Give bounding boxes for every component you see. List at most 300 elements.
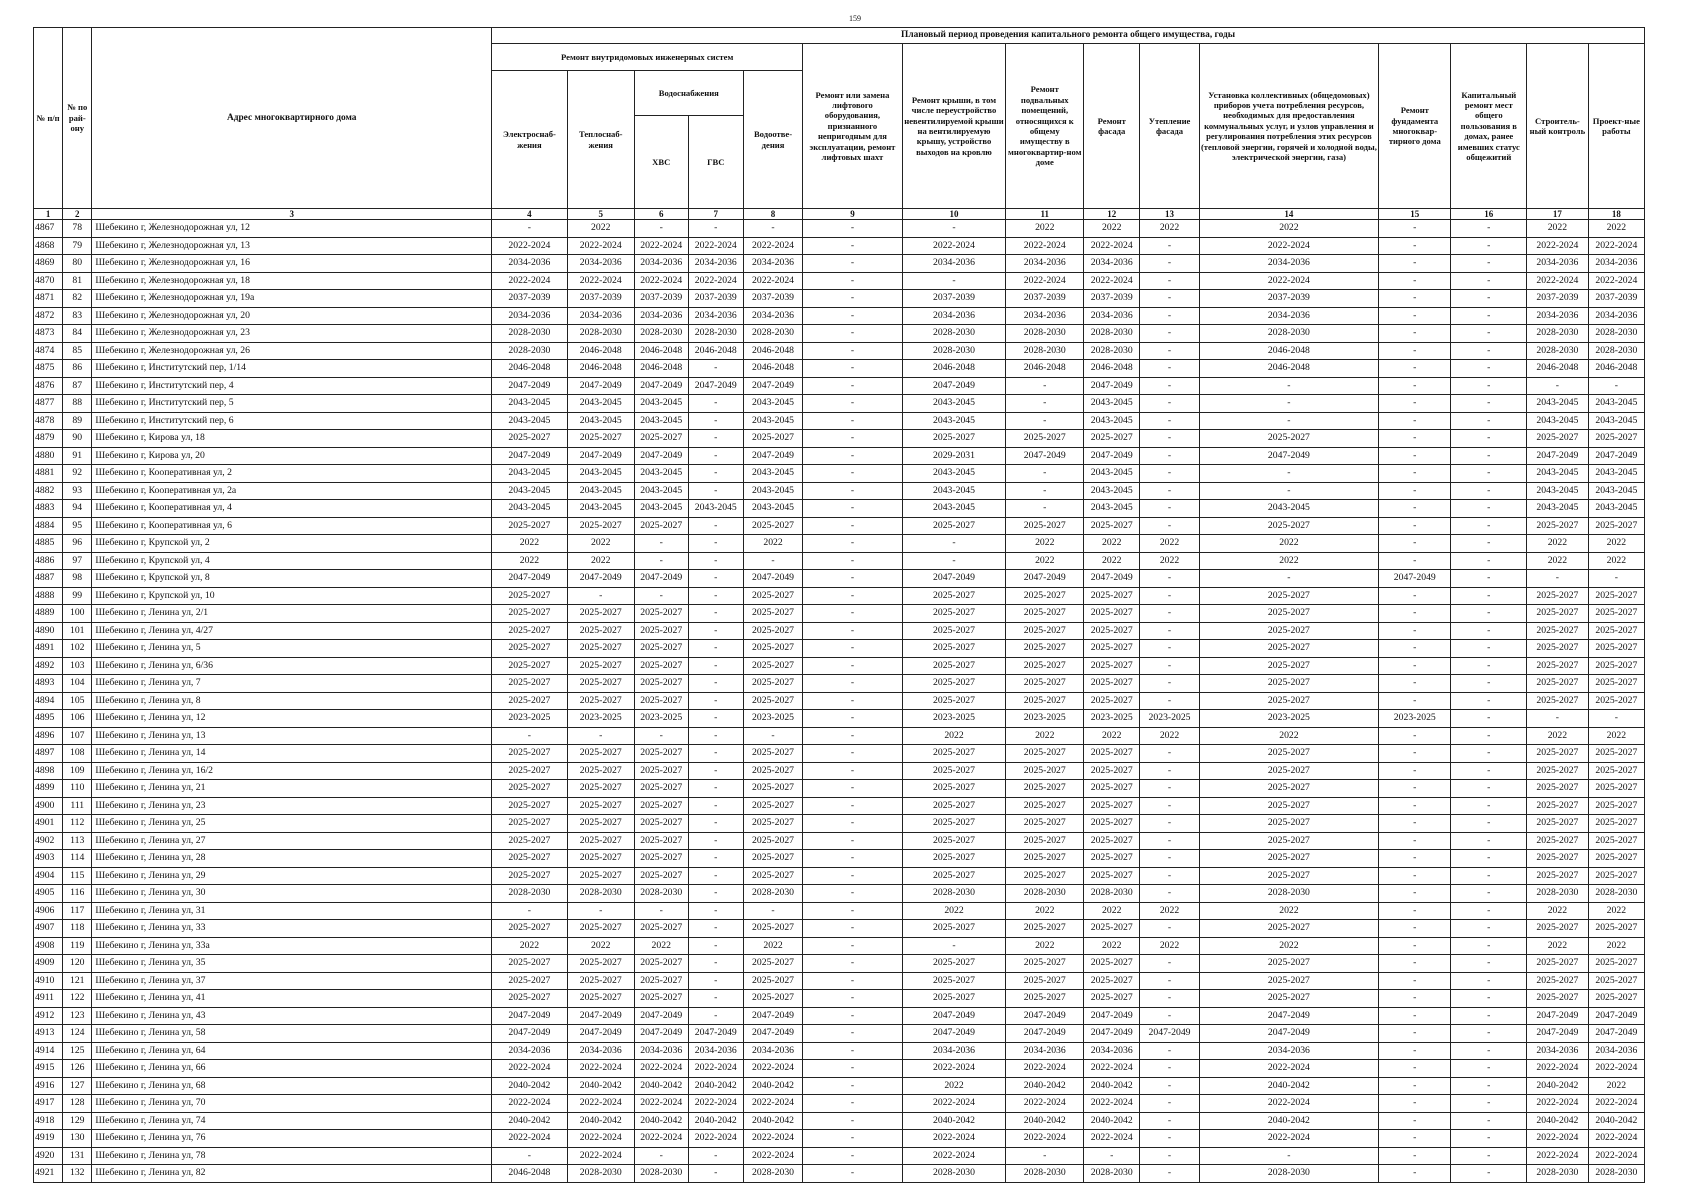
period-cell: 2022-2024 xyxy=(1006,272,1084,290)
period-cell: 2046-2048 xyxy=(1527,360,1589,378)
period-cell: 2047-2049 xyxy=(1199,1007,1378,1025)
table-row xyxy=(34,1025,1645,1043)
capital-repair-table xyxy=(33,27,1645,1183)
row-number-cell: 4878 xyxy=(34,412,63,430)
period-cell: - xyxy=(688,517,743,535)
period-cell: 2025-2027 xyxy=(1199,622,1378,640)
period-cell: 2047-2049 xyxy=(634,570,688,588)
header-design-works: Проект-ные работы xyxy=(1588,44,1644,209)
period-cell: - xyxy=(1006,482,1084,500)
period-cell: 2022 xyxy=(1006,902,1084,920)
period-cell: - xyxy=(1451,517,1527,535)
header-district-num: № по рай-ону xyxy=(63,28,92,209)
period-cell: 2040-2042 xyxy=(743,1112,802,1130)
period-cell: - xyxy=(803,797,902,815)
period-cell: 2043-2045 xyxy=(902,482,1006,500)
period-cell: - xyxy=(803,360,902,378)
period-cell: 2043-2045 xyxy=(567,412,634,430)
row-number-cell: 4887 xyxy=(34,570,63,588)
table-row xyxy=(34,395,1645,413)
period-cell: 2025-2027 xyxy=(902,762,1006,780)
capital-repair-schedule-sheet xyxy=(33,27,1645,1183)
period-cell: 2022-2024 xyxy=(567,272,634,290)
period-cell: 2022 xyxy=(1527,220,1589,238)
period-cell: - xyxy=(1379,675,1451,693)
period-cell: - xyxy=(1379,535,1451,553)
period-cell: 2023-2025 xyxy=(1006,710,1084,728)
period-cell: 2025-2027 xyxy=(1084,972,1140,990)
period-cell: 2034-2036 xyxy=(1199,1042,1378,1060)
period-cell: 2023-2025 xyxy=(492,710,568,728)
period-cell: 2025-2027 xyxy=(1084,622,1140,640)
period-cell: 2043-2045 xyxy=(743,500,802,518)
period-cell: - xyxy=(803,657,902,675)
period-cell: 2025-2027 xyxy=(743,745,802,763)
header-cold-water: ХВС xyxy=(634,116,688,209)
period-cell: 2025-2027 xyxy=(1527,797,1589,815)
period-cell: 2022-2024 xyxy=(902,1147,1006,1165)
period-cell: 2025-2027 xyxy=(1527,972,1589,990)
period-cell: 2025-2027 xyxy=(902,815,1006,833)
period-cell: 2025-2027 xyxy=(634,850,688,868)
period-cell: 2025-2027 xyxy=(1588,430,1644,448)
period-cell: 2025-2027 xyxy=(492,605,568,623)
period-cell: 2025-2027 xyxy=(1084,517,1140,535)
period-cell: 2028-2030 xyxy=(743,1165,802,1183)
period-cell: - xyxy=(1140,640,1199,658)
period-cell: - xyxy=(1451,482,1527,500)
period-cell: - xyxy=(1379,692,1451,710)
period-cell: 2025-2027 xyxy=(1084,675,1140,693)
district-number-cell: 109 xyxy=(63,762,92,780)
period-cell: 2040-2042 xyxy=(1527,1112,1589,1130)
period-cell: 2047-2049 xyxy=(1006,1007,1084,1025)
period-cell: 2034-2036 xyxy=(634,307,688,325)
table-row xyxy=(34,832,1645,850)
period-cell: 2034-2036 xyxy=(634,255,688,273)
period-cell: 2028-2030 xyxy=(634,1165,688,1183)
period-cell: 2022 xyxy=(743,937,802,955)
header-roof: Ремонт крыши, в том числе переустройство невентилируемой крыши на вентилируемую крышу, устройство выходов на кровлю xyxy=(902,44,1006,209)
period-cell: 2022 xyxy=(1006,727,1084,745)
column-number-cell: 8 xyxy=(743,209,802,220)
period-cell: - xyxy=(1379,220,1451,238)
period-cell: 2025-2027 xyxy=(1527,990,1589,1008)
period-cell: - xyxy=(803,640,902,658)
period-cell: - xyxy=(567,727,634,745)
period-cell: 2025-2027 xyxy=(1527,745,1589,763)
period-cell: 2047-2049 xyxy=(567,1007,634,1025)
period-cell: - xyxy=(1379,832,1451,850)
period-cell: 2037-2039 xyxy=(567,290,634,308)
period-cell: - xyxy=(1451,1077,1527,1095)
period-cell: - xyxy=(1140,657,1199,675)
period-cell: 2025-2027 xyxy=(634,745,688,763)
period-cell: 2040-2042 xyxy=(567,1112,634,1130)
period-cell: 2025-2027 xyxy=(902,640,1006,658)
period-cell: 2022-2024 xyxy=(743,272,802,290)
period-cell: 2022-2024 xyxy=(1588,1147,1644,1165)
period-cell: - xyxy=(1451,675,1527,693)
period-cell: - xyxy=(1451,1060,1527,1078)
address-cell: Шебекино г, Ленина ул, 41 xyxy=(92,990,492,1008)
period-cell: - xyxy=(803,832,902,850)
address-cell: Шебекино г, Ленина ул, 25 xyxy=(92,815,492,833)
period-cell: 2022-2024 xyxy=(567,1147,634,1165)
period-cell: - xyxy=(1379,377,1451,395)
period-cell: 2022-2024 xyxy=(567,1130,634,1148)
period-cell: - xyxy=(1140,762,1199,780)
period-cell: 2025-2027 xyxy=(1006,587,1084,605)
period-cell: 2025-2027 xyxy=(1588,815,1644,833)
period-cell: 2025-2027 xyxy=(1006,850,1084,868)
period-cell: - xyxy=(803,342,902,360)
table-row xyxy=(34,867,1645,885)
period-cell: 2022 xyxy=(902,727,1006,745)
period-cell: 2025-2027 xyxy=(1588,605,1644,623)
period-cell: - xyxy=(1451,815,1527,833)
period-cell: 2047-2049 xyxy=(492,377,568,395)
period-cell: - xyxy=(1006,377,1084,395)
period-cell: 2022 xyxy=(1588,220,1644,238)
period-cell: - xyxy=(1199,465,1378,483)
table-row xyxy=(34,307,1645,325)
address-cell: Шебекино г, Крупской ул, 2 xyxy=(92,535,492,553)
period-cell: 2034-2036 xyxy=(1527,255,1589,273)
address-cell: Шебекино г, Ленина ул, 58 xyxy=(92,1025,492,1043)
period-cell: 2046-2048 xyxy=(634,342,688,360)
table-row xyxy=(34,657,1645,675)
period-cell: - xyxy=(688,535,743,553)
period-cell: 2025-2027 xyxy=(1199,587,1378,605)
period-cell: 2022 xyxy=(1084,220,1140,238)
period-cell: 2043-2045 xyxy=(743,412,802,430)
district-number-cell: 82 xyxy=(63,290,92,308)
period-cell: 2025-2027 xyxy=(1199,797,1378,815)
period-cell: - xyxy=(1451,1165,1527,1183)
period-cell: - xyxy=(688,395,743,413)
period-cell: - xyxy=(743,552,802,570)
period-cell: 2022-2024 xyxy=(743,1130,802,1148)
period-cell: - xyxy=(1140,780,1199,798)
period-cell: - xyxy=(1140,342,1199,360)
period-cell: 2025-2027 xyxy=(1199,762,1378,780)
period-cell: 2043-2045 xyxy=(1084,465,1140,483)
period-cell: 2028-2030 xyxy=(902,885,1006,903)
period-cell: 2022-2024 xyxy=(688,1060,743,1078)
period-cell: - xyxy=(803,1095,902,1113)
period-cell: 2022-2024 xyxy=(634,1095,688,1113)
period-cell: 2043-2045 xyxy=(1084,395,1140,413)
period-cell: 2025-2027 xyxy=(743,797,802,815)
period-cell: 2025-2027 xyxy=(492,850,568,868)
table-body xyxy=(34,220,1645,1183)
period-cell: 2043-2045 xyxy=(902,465,1006,483)
period-cell: - xyxy=(1451,500,1527,518)
period-cell: - xyxy=(803,745,902,763)
period-cell: - xyxy=(1006,412,1084,430)
row-number-cell: 4886 xyxy=(34,552,63,570)
period-cell: 2025-2027 xyxy=(567,920,634,938)
district-number-cell: 90 xyxy=(63,430,92,448)
period-cell: 2025-2027 xyxy=(567,640,634,658)
row-number-cell: 4910 xyxy=(34,972,63,990)
period-cell: 2025-2027 xyxy=(1084,657,1140,675)
period-cell: 2047-2049 xyxy=(634,447,688,465)
row-number-cell: 4903 xyxy=(34,850,63,868)
period-cell: 2025-2027 xyxy=(1006,657,1084,675)
address-cell: Шебекино г, Ленина ул, 29 xyxy=(92,867,492,885)
period-cell: - xyxy=(1140,920,1199,938)
table-row xyxy=(34,780,1645,798)
period-cell: 2022-2024 xyxy=(902,1095,1006,1113)
period-cell: 2040-2042 xyxy=(634,1112,688,1130)
period-cell: - xyxy=(1379,1042,1451,1060)
row-number-cell: 4879 xyxy=(34,430,63,448)
period-cell: 2022 xyxy=(634,937,688,955)
period-cell: 2022 xyxy=(1588,727,1644,745)
period-cell: 2022-2024 xyxy=(743,1095,802,1113)
period-cell: - xyxy=(803,552,902,570)
period-cell: - xyxy=(1379,237,1451,255)
address-cell: Шебекино г, Железнодорожная ул, 19а xyxy=(92,290,492,308)
period-cell: 2047-2049 xyxy=(1084,447,1140,465)
period-cell: - xyxy=(1451,832,1527,850)
table-row xyxy=(34,955,1645,973)
period-cell: 2023-2025 xyxy=(743,710,802,728)
period-cell: 2034-2036 xyxy=(1588,255,1644,273)
period-cell: 2025-2027 xyxy=(1588,955,1644,973)
period-cell: - xyxy=(567,902,634,920)
address-cell: Шебекино г, Ленина ул, 6/36 xyxy=(92,657,492,675)
period-cell: 2022-2024 xyxy=(1199,1130,1378,1148)
address-cell: Шебекино г, Железнодорожная ул, 16 xyxy=(92,255,492,273)
period-cell: 2022 xyxy=(1140,727,1199,745)
period-cell: 2034-2036 xyxy=(688,307,743,325)
period-cell: 2040-2042 xyxy=(492,1112,568,1130)
row-number-cell: 4897 xyxy=(34,745,63,763)
address-cell: Шебекино г, Железнодорожная ул, 20 xyxy=(92,307,492,325)
period-cell: 2034-2036 xyxy=(1527,1042,1589,1060)
period-cell: - xyxy=(1140,605,1199,623)
table-row xyxy=(34,1077,1645,1095)
table-row xyxy=(34,990,1645,1008)
period-cell: 2034-2036 xyxy=(567,1042,634,1060)
table-row xyxy=(34,360,1645,378)
address-cell: Шебекино г, Институтский пер, 6 xyxy=(92,412,492,430)
header-foundation: Ремонт фундамента многоквар-тирного дома xyxy=(1379,44,1451,209)
period-cell: 2025-2027 xyxy=(492,692,568,710)
period-cell: - xyxy=(803,535,902,553)
period-cell: 2034-2036 xyxy=(1588,307,1644,325)
period-cell: - xyxy=(492,902,568,920)
period-cell: 2025-2027 xyxy=(1527,832,1589,850)
period-cell: 2025-2027 xyxy=(902,832,1006,850)
period-cell: - xyxy=(688,640,743,658)
period-cell: 2034-2036 xyxy=(902,307,1006,325)
header-water-supply: Водоснабжения xyxy=(634,71,743,116)
period-cell: 2047-2049 xyxy=(634,1007,688,1025)
period-cell: 2025-2027 xyxy=(1588,675,1644,693)
period-cell: 2043-2045 xyxy=(743,482,802,500)
period-cell: - xyxy=(1140,500,1199,518)
period-cell: - xyxy=(803,867,902,885)
period-cell: - xyxy=(688,867,743,885)
period-cell: 2025-2027 xyxy=(567,990,634,1008)
period-cell: - xyxy=(1379,657,1451,675)
period-cell: 2025-2027 xyxy=(492,832,568,850)
period-cell: - xyxy=(1140,325,1199,343)
period-cell: 2043-2045 xyxy=(1527,500,1589,518)
period-cell: - xyxy=(803,1077,902,1095)
address-cell: Шебекино г, Ленина ул, 76 xyxy=(92,1130,492,1148)
period-cell: 2025-2027 xyxy=(1588,640,1644,658)
period-cell: 2025-2027 xyxy=(634,622,688,640)
period-cell: 2046-2048 xyxy=(634,360,688,378)
period-cell: 2025-2027 xyxy=(1006,797,1084,815)
row-number-cell: 4889 xyxy=(34,605,63,623)
period-cell: 2034-2036 xyxy=(634,1042,688,1060)
period-cell: - xyxy=(1379,290,1451,308)
period-cell: 2037-2039 xyxy=(492,290,568,308)
period-cell: 2043-2045 xyxy=(902,412,1006,430)
period-cell: 2023-2025 xyxy=(567,710,634,728)
period-cell: 2025-2027 xyxy=(1588,850,1644,868)
district-number-cell: 105 xyxy=(63,692,92,710)
period-cell: 2025-2027 xyxy=(1527,850,1589,868)
period-cell: 2022 xyxy=(1199,220,1378,238)
district-number-cell: 101 xyxy=(63,622,92,640)
period-cell: 2043-2045 xyxy=(634,500,688,518)
row-number-cell: 4915 xyxy=(34,1060,63,1078)
period-cell: 2025-2027 xyxy=(634,955,688,973)
period-cell: 2043-2045 xyxy=(688,500,743,518)
district-number-cell: 131 xyxy=(63,1147,92,1165)
period-cell: 2040-2042 xyxy=(688,1112,743,1130)
period-cell: - xyxy=(1379,255,1451,273)
period-cell: - xyxy=(803,220,902,238)
row-number-cell: 4880 xyxy=(34,447,63,465)
period-cell: - xyxy=(803,1147,902,1165)
period-cell: 2028-2030 xyxy=(1006,1165,1084,1183)
district-number-cell: 99 xyxy=(63,587,92,605)
period-cell: - xyxy=(1451,272,1527,290)
period-cell: 2025-2027 xyxy=(1006,990,1084,1008)
period-cell: - xyxy=(1451,342,1527,360)
column-number-cell: 10 xyxy=(902,209,1006,220)
period-cell: - xyxy=(803,815,902,833)
period-cell: - xyxy=(803,1025,902,1043)
period-cell: - xyxy=(803,517,902,535)
period-cell: - xyxy=(1140,797,1199,815)
period-cell: 2025-2027 xyxy=(743,517,802,535)
period-cell: 2025-2027 xyxy=(902,430,1006,448)
period-cell: - xyxy=(688,552,743,570)
period-cell: 2047-2049 xyxy=(902,570,1006,588)
period-cell: - xyxy=(688,675,743,693)
period-cell: - xyxy=(1379,552,1451,570)
period-cell: 2025-2027 xyxy=(492,762,568,780)
period-cell: 2043-2045 xyxy=(567,500,634,518)
period-cell: 2022-2024 xyxy=(1199,1060,1378,1078)
period-cell: 2025-2027 xyxy=(1199,832,1378,850)
column-number-cell: 2 xyxy=(63,209,92,220)
period-cell: 2025-2027 xyxy=(1588,622,1644,640)
address-cell: Шебекино г, Ленина ул, 13 xyxy=(92,727,492,745)
period-cell: - xyxy=(803,272,902,290)
period-cell: - xyxy=(1451,955,1527,973)
period-cell: 2025-2027 xyxy=(1084,780,1140,798)
period-cell: 2025-2027 xyxy=(743,762,802,780)
period-cell: 2022-2024 xyxy=(567,237,634,255)
period-cell: - xyxy=(1140,867,1199,885)
district-number-cell: 118 xyxy=(63,920,92,938)
address-cell: Шебекино г, Кооперативная ул, 4 xyxy=(92,500,492,518)
period-cell: 2025-2027 xyxy=(902,797,1006,815)
period-cell: 2022-2024 xyxy=(1006,237,1084,255)
period-cell: 2047-2049 xyxy=(1140,1025,1199,1043)
period-cell: 2028-2030 xyxy=(492,885,568,903)
period-cell: 2047-2049 xyxy=(902,377,1006,395)
period-cell: 2022 xyxy=(743,535,802,553)
period-cell: 2028-2030 xyxy=(567,1165,634,1183)
period-cell: - xyxy=(743,220,802,238)
district-number-cell: 85 xyxy=(63,342,92,360)
period-cell: - xyxy=(1140,675,1199,693)
address-cell: Шебекино г, Ленина ул, 33а xyxy=(92,937,492,955)
period-cell: 2047-2049 xyxy=(567,447,634,465)
period-cell: 2025-2027 xyxy=(902,745,1006,763)
period-cell: - xyxy=(1379,500,1451,518)
period-cell: 2025-2027 xyxy=(1084,990,1140,1008)
period-cell: - xyxy=(803,290,902,308)
period-cell: - xyxy=(803,325,902,343)
row-number-cell: 4892 xyxy=(34,657,63,675)
period-cell: 2025-2027 xyxy=(1199,990,1378,1008)
period-cell: 2022 xyxy=(1588,552,1644,570)
period-cell: 2025-2027 xyxy=(1588,517,1644,535)
period-cell: 2025-2027 xyxy=(902,780,1006,798)
row-number-cell: 4917 xyxy=(34,1095,63,1113)
period-cell: 2025-2027 xyxy=(634,920,688,938)
period-cell: 2022 xyxy=(1527,535,1589,553)
column-number-cell: 14 xyxy=(1199,209,1378,220)
period-cell: 2025-2027 xyxy=(1527,622,1589,640)
period-cell: 2025-2027 xyxy=(902,867,1006,885)
district-number-cell: 132 xyxy=(63,1165,92,1183)
period-cell: - xyxy=(688,727,743,745)
period-cell: - xyxy=(1451,762,1527,780)
period-cell: 2043-2045 xyxy=(492,500,568,518)
column-number-cell: 5 xyxy=(567,209,634,220)
period-cell: - xyxy=(1379,605,1451,623)
period-cell: 2025-2027 xyxy=(492,745,568,763)
period-cell: - xyxy=(1379,937,1451,955)
table-row xyxy=(34,675,1645,693)
period-cell: - xyxy=(688,902,743,920)
period-cell: 2025-2027 xyxy=(492,972,568,990)
row-number-cell: 4914 xyxy=(34,1042,63,1060)
row-number-cell: 4921 xyxy=(34,1165,63,1183)
period-cell: 2037-2039 xyxy=(743,290,802,308)
period-cell: 2022 xyxy=(492,535,568,553)
column-number-cell: 1 xyxy=(34,209,63,220)
period-cell: - xyxy=(1199,377,1378,395)
period-cell: - xyxy=(1451,1130,1527,1148)
column-number-cell: 4 xyxy=(492,209,568,220)
address-cell: Шебекино г, Ленина ул, 37 xyxy=(92,972,492,990)
period-cell: 2028-2030 xyxy=(1199,1165,1378,1183)
